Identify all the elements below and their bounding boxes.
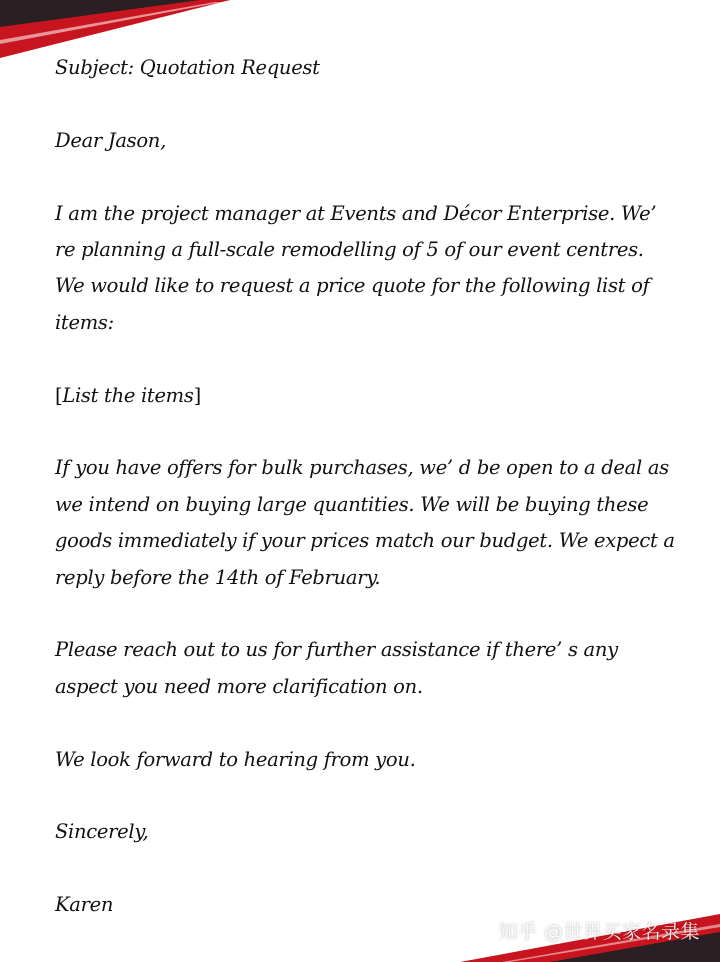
- offer-paragraph: If you have offers for bulk purchases, we’ d be open to a deal as we intend on buying large quantities. We will be buying these goods immediately if your prices match our budget. We expect a reply before the 14th of February.: [55, 456, 675, 589]
- list-placeholder-text: List the items: [62, 383, 194, 407]
- signature: Karen: [55, 893, 114, 917]
- watermark: 知乎 @世界买家名录集: [498, 921, 700, 943]
- subject-line: Subject: Quotation Request: [55, 56, 320, 79]
- letter-body: [55, 50, 675, 924]
- greeting: Dear Jason,: [55, 128, 166, 152]
- signoff: Sincerely,: [55, 820, 149, 844]
- list-close-bracket: ]: [193, 383, 201, 407]
- intro-paragraph: I am the project manager at Events and Décor Enterprise. We’ re planning a full-scale remodelling of 5 of our event centres. We would like to request a price quote for the following list of items:: [55, 201, 657, 334]
- assistance-paragraph: Please reach out to us for further assistance if there’ s any aspect you need more clarification on.: [55, 638, 618, 698]
- list-open-bracket: [: [55, 383, 63, 407]
- item-list-placeholder: [55, 378, 675, 414]
- closing-line: We look forward to hearing from you.: [55, 747, 416, 771]
